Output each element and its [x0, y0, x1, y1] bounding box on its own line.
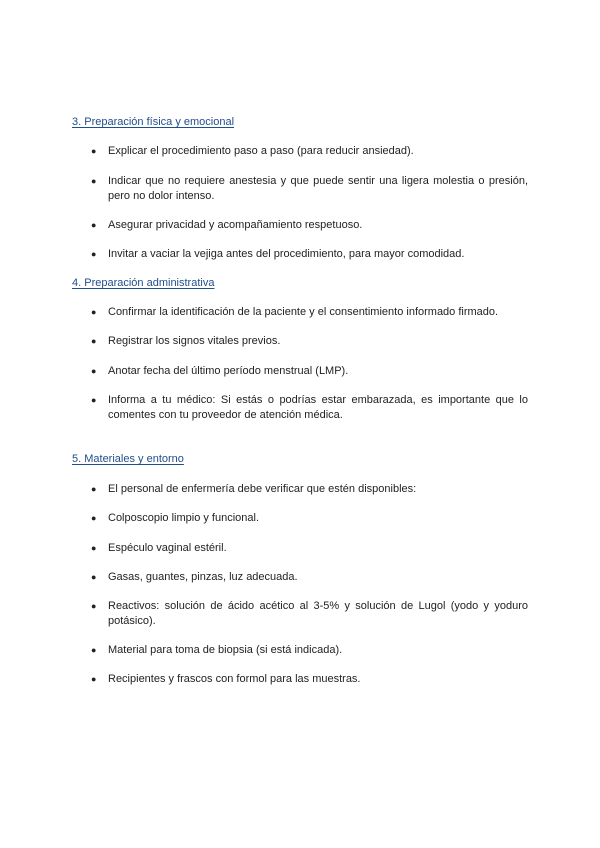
list-item: [91, 218, 528, 233]
list-item: [91, 482, 528, 497]
list-item-text: Asegurar privacidad y acompañamiento respetuoso.: [108, 219, 363, 231]
bullet-icon: ●: [91, 572, 97, 582]
list-item: [91, 672, 528, 687]
bullet-icon: ●: [91, 484, 97, 494]
bullet-icon: ●: [91, 513, 97, 523]
list-item-text: El personal de enfermería debe verificar que estén disponibles:: [108, 483, 417, 495]
list-item-text: Espéculo vaginal estéril.: [108, 542, 227, 554]
list-item-text: Recipientes y frascos con formol para las muestras.: [108, 673, 361, 685]
list-item: [91, 541, 528, 556]
list-item: [91, 144, 528, 159]
list-item-text: Material para toma de biopsia (si está indicada).: [108, 644, 343, 656]
bullet-icon: ●: [91, 395, 97, 405]
list-item: [91, 174, 528, 204]
bullet-icon: ●: [91, 220, 97, 230]
list-item-text: Registrar los signos vitales previos.: [108, 335, 281, 347]
bullet-icon: ●: [91, 645, 97, 655]
bullet-icon: ●: [91, 307, 97, 317]
bullet-icon: ●: [91, 366, 97, 376]
list-item-text: Gasas, guantes, pinzas, luz adecuada.: [108, 571, 298, 583]
list-item: [91, 247, 528, 262]
list-item-text: Indicar que no requiere anestesia y que puede sentir una ligera molestia o presión, pero no dolor intenso.: [108, 175, 528, 202]
list-item-text: Confirmar la identificación de la paciente y el consentimiento informado firmado.: [108, 306, 499, 318]
list-item: [91, 364, 528, 379]
bullet-icon: ●: [91, 674, 97, 684]
list-item: [91, 334, 528, 349]
list-item: [91, 643, 528, 658]
list-item: [91, 511, 528, 526]
bullet-icon: ●: [91, 543, 97, 553]
list-item: [91, 570, 528, 585]
section-3-heading: 3. Preparación física y emocional: [72, 116, 235, 128]
bullet-icon: ●: [91, 249, 97, 259]
bullet-icon: ●: [91, 336, 97, 346]
bullet-icon: ●: [91, 146, 97, 156]
list-item-text: Colposcopio limpio y funcional.: [108, 512, 260, 524]
list-item-text: Anotar fecha del último período menstrual (LMP).: [108, 365, 349, 377]
list-item-text: Explicar el procedimiento paso a paso (para reducir ansiedad).: [108, 145, 414, 157]
list-item-text: Informa a tu médico: Si estás o podrías estar embarazada, es importante que lo comentes con tu proveedor de atención médica.: [108, 394, 528, 421]
section-4-heading: 4. Preparación administrativa: [72, 277, 215, 289]
list-item: [91, 393, 528, 423]
bullet-icon: ●: [91, 601, 97, 611]
list-item: [91, 305, 528, 320]
bullet-icon: ●: [91, 176, 97, 186]
list-item-text: Invitar a vaciar la vejiga antes del procedimiento, para mayor comodidad.: [108, 248, 465, 260]
section-5-heading: 5. Materiales y entorno: [72, 453, 184, 465]
list-item: [91, 599, 528, 629]
list-item-text: Reactivos: solución de ácido acético al 3-5% y solución de Lugol (yodo y yoduro potásico).: [108, 600, 528, 627]
